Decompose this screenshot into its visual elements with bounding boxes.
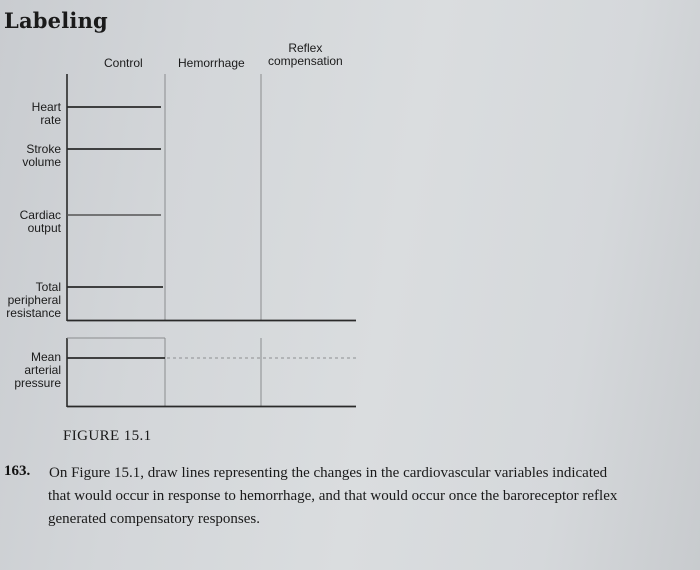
column-header-line: Reflex [288,41,323,55]
question-line: that would occur in response to hemorrhage, and that would occur once the baroreceptor reflex [48,488,618,504]
row-label-line: volume [22,155,61,169]
column-header-hemorrhage: Hemorrhage [178,56,245,70]
row-label-line: Stroke [26,142,61,156]
question-line: On Figure 15.1, draw lines representing the changes in the cardiovascular variables indicated [49,465,608,481]
column-header-control: Control [104,56,143,70]
row-label-line: arterial [24,363,61,377]
row-label-line: rate [40,113,61,127]
question-line: generated compensatory responses. [48,511,261,527]
row-label-line: Heart [31,100,61,114]
question-text [46,462,698,531]
row-label-line: Mean [30,350,61,364]
row-label-line: pressure [14,376,61,390]
row-label-line: Total [35,280,61,294]
section-title: Labeling [4,8,108,33]
figure-caption: FIGURE 15.1 [63,428,152,444]
row-label-line: Cardiac [19,208,61,222]
column-header-line: compensation [268,54,343,68]
row-label-line: output [27,221,61,235]
row-label-line: peripheral [7,293,61,307]
question-number: 163. [4,463,31,479]
row-label-line: resistance [6,306,61,320]
